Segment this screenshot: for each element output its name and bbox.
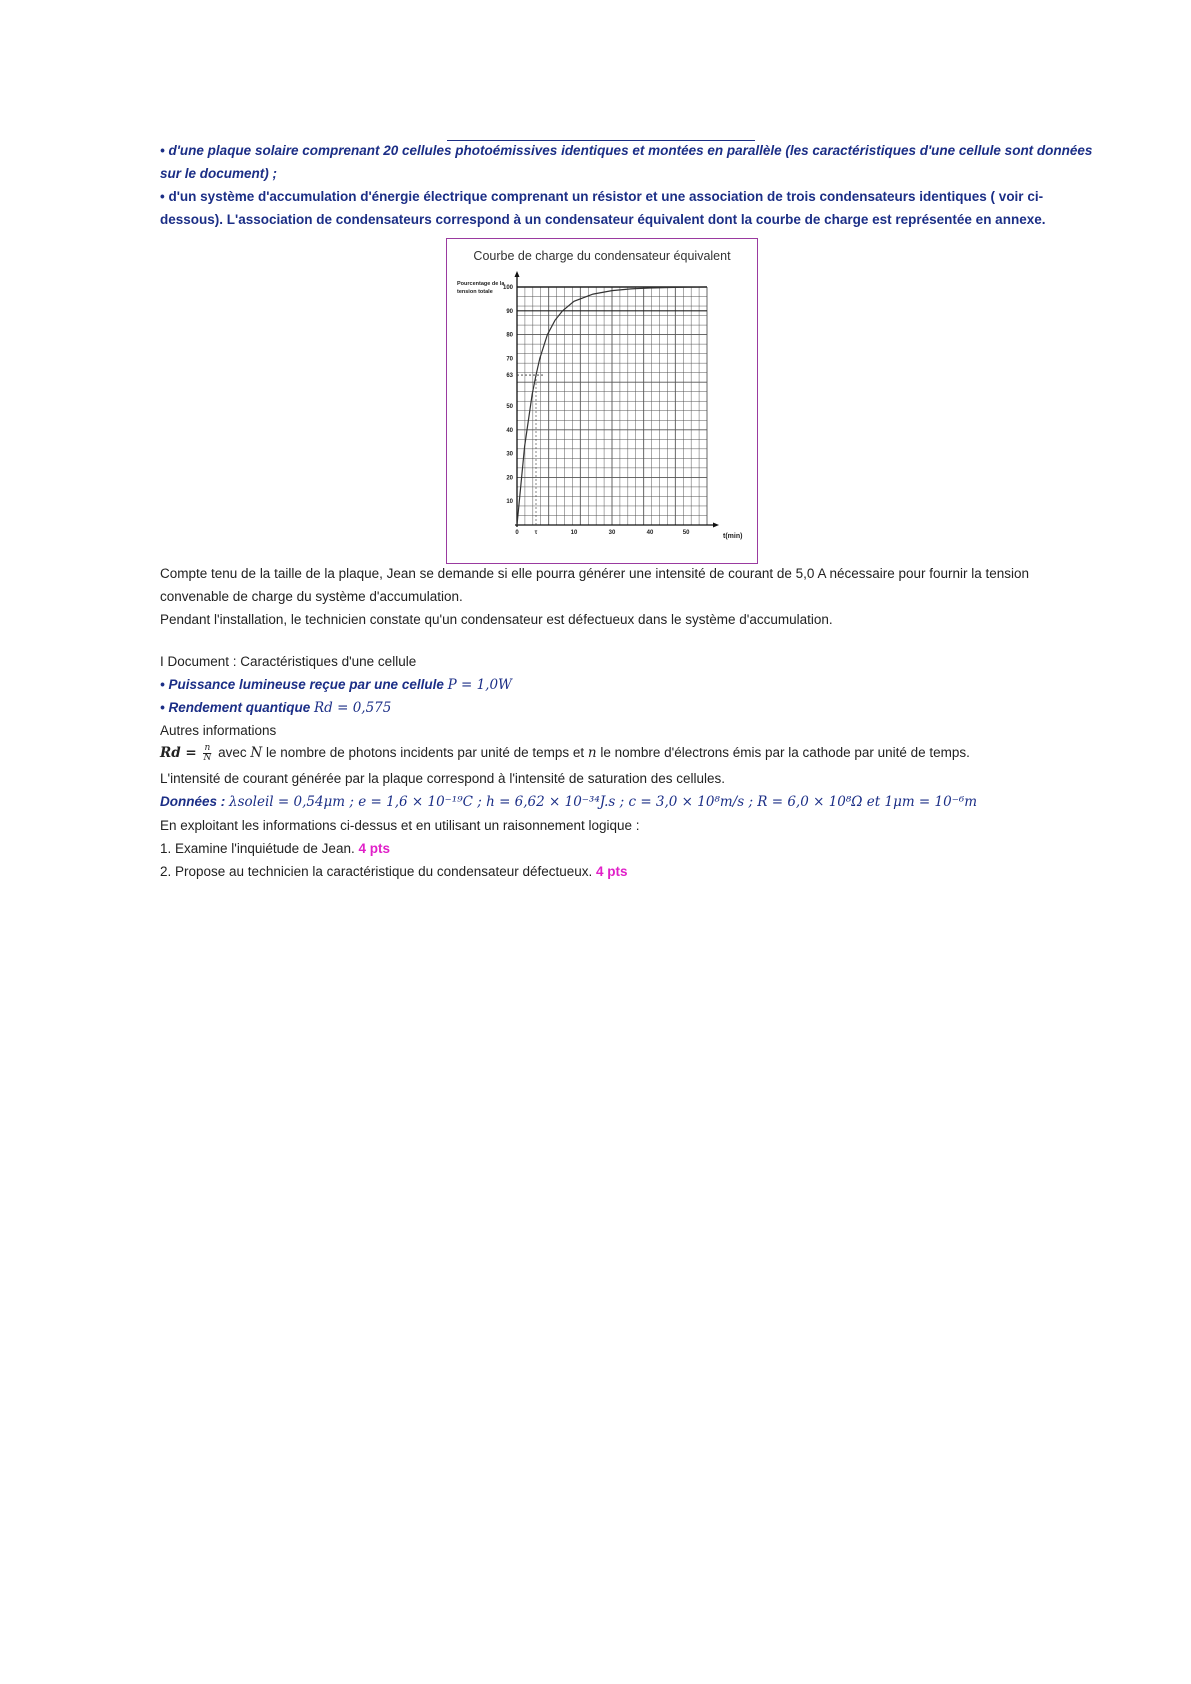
saturation-note: L'intensité de courant générée par la plaque correspond à l'intensité de saturation des cellules. xyxy=(160,771,726,786)
other-info-heading: Autres informations xyxy=(160,723,277,738)
charge-curve-chart xyxy=(447,239,756,562)
chart-title: Courbe de charge du condensateur équivalent xyxy=(473,249,731,263)
body-paragraph1-line2: convenable de charge du système d'accumulation. xyxy=(160,589,463,604)
question-2-text: 2. Propose au technicien la caractéristique du condensateur défectueux. xyxy=(160,864,593,879)
question-1-text: 1. Examine l'inquiétude de Jean. xyxy=(160,841,355,856)
document-item1 xyxy=(160,674,1040,696)
y-tick-label: 50 xyxy=(506,404,513,410)
data-values: λsoleil = 0,54μm ; e = 1,6 × 10⁻¹⁹C ; h = 6,62 × 10⁻³⁴J.s ; c = 3,0 × 10⁸m/s ; R = 6,0 × 10⁸Ω et 1μm = 10⁻⁶m xyxy=(229,794,978,810)
y-tick-label: 30 xyxy=(506,451,513,458)
body-paragraph2: Pendant l'installation, le technicien constate qu'un condensateur est défectueux dans le système d'accumulation. xyxy=(160,612,833,627)
document-heading: I Document : Caractéristiques d'une cellule xyxy=(160,654,417,669)
formula-lhs: Rd = xyxy=(160,745,197,761)
data-label: Données : xyxy=(160,794,226,809)
charge-curve-figure xyxy=(446,238,758,564)
x-axis-label: t(min) xyxy=(723,533,743,540)
document-item2 xyxy=(160,697,1040,719)
formula-n: n xyxy=(587,745,597,761)
formula-N: N xyxy=(250,745,263,761)
y-tick-label: 10 xyxy=(506,499,513,506)
x-tick-label: 10 xyxy=(570,530,578,536)
x-tick-label: 0 xyxy=(515,530,519,536)
intro-bullet1-line1: • d'une plaque solaire comprenant 20 cellules photoémissives identiques et montées en parallèle (les caractéristiques d'une cellule sont données xyxy=(160,143,1093,158)
x-axis-arrow xyxy=(713,523,719,528)
y-axis-label-line1: Pourcentage de la xyxy=(457,281,505,287)
question-2-points: 4 pts xyxy=(596,864,628,879)
question-1-points: 4 pts xyxy=(358,841,390,856)
x-tick-label: 50 xyxy=(682,530,690,536)
formula-text-b: le nombre de photons incidents par unité de temps et xyxy=(265,745,585,760)
y-tick-label: 40 xyxy=(506,427,513,434)
y-tick-label: 70 xyxy=(506,356,513,363)
document-item2-text: • Rendement quantique xyxy=(160,700,311,715)
document-item1-text: • Puissance lumineuse reçue par une cellule xyxy=(160,677,444,692)
x-tick-label: τ xyxy=(534,530,538,536)
y-tick-label: 20 xyxy=(506,475,513,482)
y-tick-label: 63 xyxy=(506,373,513,380)
x-tick-label: 30 xyxy=(608,530,616,536)
intro-bullet2-line1: • d'un système d'accumulation d'énergie électrique comprenant un résistor et une association de trois condensateurs identiques ( voir ci- xyxy=(160,189,1044,204)
y-axis-arrow xyxy=(515,271,520,277)
x-tick-label: 40 xyxy=(646,530,654,536)
formula-fraction xyxy=(203,744,211,763)
question-2 xyxy=(160,861,1040,883)
y-tick-label: 100 xyxy=(502,285,513,291)
data-line xyxy=(160,791,1040,813)
body-paragraph1-line1: Compte tenu de la taille de la plaque, Jean se demande si elle pourra générer une intensité de courant de 5,0 A nécessaire pour fournir la tension xyxy=(160,566,1030,581)
document-item2-math: Rd = 0,575 xyxy=(314,700,392,716)
quantum-yield-formula xyxy=(160,742,1040,768)
y-axis-label-line2: tension totale xyxy=(457,289,493,295)
document-item1-math: P = 1,0W xyxy=(447,677,512,693)
formula-denominator: N xyxy=(203,752,212,763)
formula-numerator: n xyxy=(204,742,211,753)
y-tick-label: 90 xyxy=(506,308,513,315)
intro-bullet2-line2: dessous). L'association de condensateurs correspond à un condensateur équivalent dont la courbe de charge est représentée en annexe. xyxy=(160,212,1046,227)
formula-text-a: avec xyxy=(218,745,247,760)
instruction-text: En exploitant les informations ci-dessus et en utilisant un raisonnement logique : xyxy=(160,818,640,833)
formula-text-c: le nombre d'électrons émis par la cathode par unité de temps. xyxy=(600,745,970,760)
question-1 xyxy=(160,838,1040,860)
intro-bullet1-line2: sur le document) ; xyxy=(160,166,278,181)
y-tick-label: 80 xyxy=(506,332,513,339)
